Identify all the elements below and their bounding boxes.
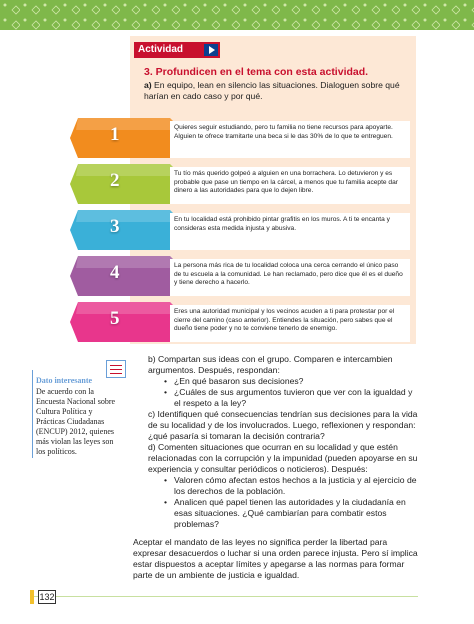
decorative-header-band <box>0 0 474 30</box>
situation-card-4 <box>70 254 414 300</box>
document-icon <box>106 360 126 378</box>
situation-number: 2 <box>110 170 120 191</box>
question-b-bullet: • ¿En qué basaron sus decisiones? <box>148 376 418 387</box>
activity-tag <box>134 42 220 58</box>
ribbon-icon <box>70 254 180 300</box>
question-d-bullet: • Analicen qué papel tienen las autoridades y la ciudadanía en esas situaciones. ¿Qué cambiarían para combatir estos problemas? <box>148 497 418 530</box>
task-a: a) En equipo, lean en silencio las situaciones. Dialoguen sobre qué harían en cado caso y por qué. <box>144 80 400 101</box>
situation-text: En tu localidad está prohibido pintar grafitis en los muros. A ti te encanta y consideras esta medida injusta y abusiva. <box>174 216 390 232</box>
situation-number: 1 <box>110 124 120 145</box>
play-arrow-icon <box>204 44 218 56</box>
situation-card-5 <box>70 300 414 346</box>
situation-text: La persona más rica de tu localidad coloca una cerca cerrando el único paso de tu escuela a la comunidad. Le han reclamado, pero dice que él es el dueño y tiene derecho a hacerlo. <box>174 262 403 287</box>
situation-number: 3 <box>110 216 120 237</box>
fact-title: Dato interesante <box>36 376 93 385</box>
situation-card-3 <box>70 208 414 254</box>
situation-text: Eres una autoridad municipal y los vecinos acuden a ti para protestar por el cierre del camino (caso anterior). Entiendes la situación, pero sabes que el dueño tiene poder y no te conviene tenerlo de enemigo. <box>174 308 395 333</box>
question-d-bullet: • Valoren cómo afectan estos hechos a la justicia y al ejercicio de los derechos de la población. <box>148 475 418 497</box>
fact-text: De acuerdo con la Encuesta Nacional sobre Cultura Política y Prácticas Ciudadanas (ENCUP) 2012, quienes más violan las leyes son los políticos. <box>36 387 116 456</box>
questions <box>148 354 418 530</box>
situation-number: 5 <box>110 308 120 329</box>
page-marker <box>30 590 34 604</box>
ribbon-icon <box>70 162 180 208</box>
question-b-bullet: • ¿Cuáles de sus argumentos tuvieron que ver con la igualdad y el respeto a la ley? <box>148 387 418 409</box>
ribbon-icon <box>70 208 180 254</box>
ribbon-icon <box>70 116 180 162</box>
situation-card-2 <box>70 162 414 208</box>
question-b: b) Compartan sus ideas con el grupo. Comparen e intercambien argumentos. Después, respondan: <box>148 354 393 375</box>
page-number: 132 <box>39 592 55 602</box>
closing-paragraph: Aceptar el mandato de las leyes no significa perder la libertad para expresar desacuerdos o luchar si una orden parece injusta. Pero sí implica estar dispuestos a aceptar límites y apegarse a las normas para formar parte de un ambiente de justicia e igualdad. <box>133 537 418 580</box>
situation-card-1 <box>70 116 414 162</box>
situation-text: Tu tío más querido golpeó a alguien en una borrachera. Lo detuvieron y es probable que pase un tiempo en la cárcel, a menos que tu familia acepte dar dinero a las autoridades para que lo dejen libre. <box>174 170 398 195</box>
situation-number: 4 <box>110 262 120 283</box>
activity-label: Actividad <box>138 44 184 55</box>
task-title: 3. Profundicen en el tema con esta actividad. <box>144 66 369 78</box>
question-c: c) Identifiquen qué consecuencias tendrían sus decisiones para la vida de su localidad y de los involucrados. Luego, reflexionen y respondan: ¿qué pasaría si tomaran la decisión contraria? <box>148 409 418 441</box>
footer-rule <box>30 596 418 597</box>
question-d: d) Comenten situaciones que ocurran en su localidad y que estén relacionadas con la corrupción y la impunidad (pueden apoyarse en su experiencia y consultar periódicos o noticieros). Después: <box>148 442 418 474</box>
pattern-icon <box>0 0 474 30</box>
ribbon-icon <box>70 300 180 346</box>
situation-text: Quieres seguir estudiando, pero tu familia no tiene recursos para apoyarte. Alguien te ofrece tramitarte una beca si le das 30% de lo que te entreguen. <box>174 124 393 140</box>
